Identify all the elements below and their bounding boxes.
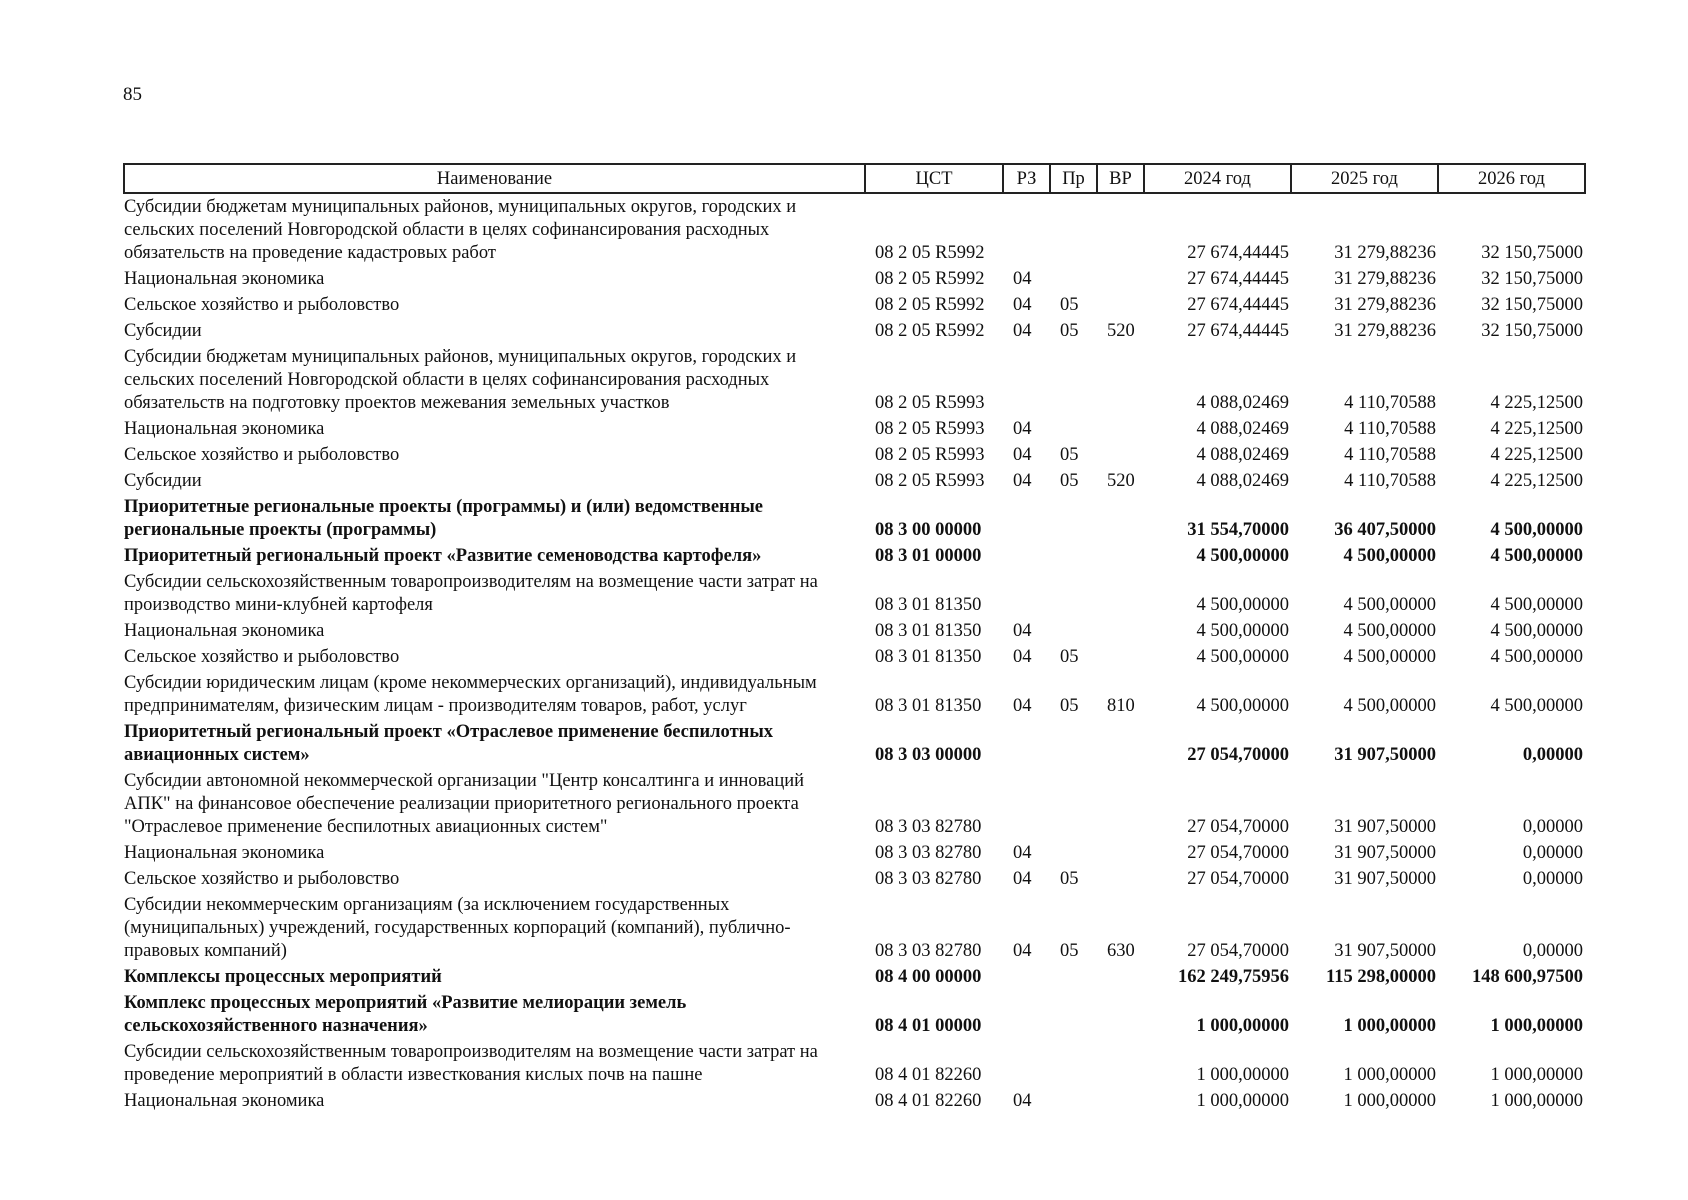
row-pr-cell <box>1050 990 1097 1039</box>
row-vr-cell <box>1097 442 1144 468</box>
row-2026-cell: 4 500,00000 <box>1490 520 1583 540</box>
row-name-cell: Субсидии сельскохозяйственным товаропроизводителям на возмещение части затрат на проведение мероприятий в области известкования кислых почв на пашне <box>124 1042 818 1085</box>
row-2024-cell: 162 249,75956 <box>1178 967 1289 987</box>
row-rz-cell <box>1003 768 1050 840</box>
row-name-cell: Национальная экономика <box>124 269 325 289</box>
table-row <box>124 719 1585 768</box>
row-vr-cell <box>1097 266 1144 292</box>
row-vr-cell: 630 <box>1107 941 1135 961</box>
row-2025-cell: 4 110,70588 <box>1344 471 1436 491</box>
row-2024-cell: 4 500,00000 <box>1196 647 1289 667</box>
table-row <box>124 569 1585 618</box>
row-name-cell: Субсидии бюджетам муниципальных районов, муниципальных округов, городских и сельских поселений Новгородской области в целях софинансирования расходных обязательств на подготовку проектов межевания земельных участков <box>124 347 797 413</box>
row-2025-cell: 1 000,00000 <box>1343 1091 1436 1111</box>
row-rz-cell: 04 <box>1013 696 1032 716</box>
table-row <box>124 644 1585 670</box>
row-2024-cell: 4 500,00000 <box>1196 546 1289 566</box>
row-vr-cell <box>1097 618 1144 644</box>
row-rz-cell: 04 <box>1013 295 1032 315</box>
row-cst-cell: 08 4 01 82260 <box>875 1065 982 1085</box>
row-cst-cell: 08 4 01 82260 <box>875 1091 982 1111</box>
row-pr-cell <box>1050 618 1097 644</box>
row-2024-cell: 4 088,02469 <box>1196 419 1289 439</box>
row-2026-cell: 0,00000 <box>1522 869 1583 889</box>
row-2026-cell: 32 150,75000 <box>1481 295 1583 315</box>
row-cst-cell: 08 3 03 82780 <box>875 817 982 837</box>
row-2025-cell: 31 907,50000 <box>1334 817 1436 837</box>
row-pr-cell: 05 <box>1060 647 1079 667</box>
table-row <box>124 494 1585 543</box>
row-rz-cell: 04 <box>1013 445 1032 465</box>
row-rz-cell <box>1003 543 1050 569</box>
row-2024-cell: 4 500,00000 <box>1196 696 1289 716</box>
row-vr-cell <box>1097 964 1144 990</box>
row-rz-cell <box>1003 1039 1050 1088</box>
row-2026-cell: 1 000,00000 <box>1490 1016 1583 1036</box>
row-vr-cell <box>1097 840 1144 866</box>
row-vr-cell <box>1097 569 1144 618</box>
row-2025-cell: 31 279,88236 <box>1334 321 1436 341</box>
row-name-cell: Национальная экономика <box>124 1091 325 1111</box>
row-2025-cell: 115 298,00000 <box>1326 967 1436 987</box>
row-2025-cell: 4 500,00000 <box>1343 647 1436 667</box>
row-rz-cell: 04 <box>1013 1091 1032 1111</box>
row-name-cell: Субсидии <box>124 321 202 341</box>
row-name-cell: Сельское хозяйство и рыболовство <box>124 869 400 889</box>
row-pr-cell <box>1050 964 1097 990</box>
row-2026-cell: 4 500,00000 <box>1490 595 1583 615</box>
table-body <box>124 193 1585 1114</box>
row-2025-cell: 31 907,50000 <box>1334 843 1436 863</box>
table-row <box>124 442 1585 468</box>
row-2024-cell: 27 054,70000 <box>1187 869 1289 889</box>
row-name-cell: Субсидии юридическим лицам (кроме некоммерческих организаций), индивидуальным предпринимателям, физическим лицам - производителям товаров, работ, услуг <box>124 673 817 716</box>
row-2026-cell: 32 150,75000 <box>1481 243 1583 263</box>
row-2025-cell: 1 000,00000 <box>1343 1065 1436 1085</box>
header-vr: ВР <box>1097 164 1144 193</box>
header-cst: ЦСТ <box>865 164 1003 193</box>
table-row <box>124 344 1585 416</box>
row-vr-cell <box>1097 344 1144 416</box>
row-2024-cell: 4 088,02469 <box>1196 445 1289 465</box>
row-vr-cell <box>1097 866 1144 892</box>
row-cst-cell: 08 2 05 R5993 <box>875 393 985 413</box>
row-name-cell: Субсидии сельскохозяйственным товаропроизводителям на возмещение части затрат на производство мини-клубней картофеля <box>124 572 818 615</box>
row-pr-cell <box>1050 569 1097 618</box>
table-header <box>124 164 1585 193</box>
row-name-cell: Субсидии некоммерческим организациям (за исключением государственных (муниципальных) учреждений, государственных корпораций (компаний), публично-правовых компаний) <box>124 895 791 961</box>
row-vr-cell: 520 <box>1107 471 1135 491</box>
row-cst-cell: 08 3 03 00000 <box>875 745 982 765</box>
header-pr: Пр <box>1050 164 1097 193</box>
row-2024-cell: 27 674,44445 <box>1187 269 1289 289</box>
row-name-cell: Субсидии автономной некоммерческой организации "Центр консалтинга и инноваций АПК" на финансовое обеспечение реализации приоритетного регионального проекта "Отраслевое применение беспилотных авиационных систем" <box>124 771 805 837</box>
row-pr-cell: 05 <box>1060 295 1079 315</box>
row-2026-cell: 4 225,12500 <box>1490 471 1583 491</box>
row-vr-cell <box>1097 1088 1144 1114</box>
row-cst-cell: 08 4 00 00000 <box>875 967 982 987</box>
header-2025: 2025 год <box>1291 164 1438 193</box>
row-rz-cell <box>1003 494 1050 543</box>
row-2024-cell: 27 674,44445 <box>1187 321 1289 341</box>
row-2024-cell: 1 000,00000 <box>1196 1065 1289 1085</box>
row-pr-cell <box>1050 494 1097 543</box>
page-number: 85 <box>123 84 142 105</box>
row-vr-cell <box>1097 494 1144 543</box>
table-row <box>124 670 1585 719</box>
row-pr-cell <box>1050 840 1097 866</box>
row-2026-cell: 4 500,00000 <box>1490 621 1583 641</box>
header-rz: РЗ <box>1003 164 1050 193</box>
table-row <box>124 840 1585 866</box>
table-row <box>124 266 1585 292</box>
table-row <box>124 618 1585 644</box>
row-cst-cell: 08 3 03 82780 <box>875 843 982 863</box>
table-row <box>124 964 1585 990</box>
row-rz-cell <box>1003 719 1050 768</box>
row-cst-cell: 08 2 05 R5992 <box>875 321 985 341</box>
row-vr-cell <box>1097 193 1144 266</box>
row-pr-cell <box>1050 344 1097 416</box>
table-row <box>124 318 1585 344</box>
row-rz-cell <box>1003 990 1050 1039</box>
row-2026-cell: 4 500,00000 <box>1490 546 1583 566</box>
row-rz-cell: 04 <box>1013 471 1032 491</box>
row-2026-cell: 4 500,00000 <box>1490 647 1583 667</box>
header-2026: 2026 год <box>1438 164 1585 193</box>
row-2025-cell: 4 110,70588 <box>1344 393 1436 413</box>
budget-table <box>123 163 1586 1114</box>
row-cst-cell: 08 2 05 R5992 <box>875 269 985 289</box>
row-2024-cell: 4 088,02469 <box>1196 471 1289 491</box>
row-2025-cell: 4 500,00000 <box>1343 621 1436 641</box>
row-name-cell: Приоритетный региональный проект «Развитие семеноводства картофеля» <box>124 546 762 566</box>
row-rz-cell: 04 <box>1013 321 1032 341</box>
table-row <box>124 866 1585 892</box>
table-row <box>124 292 1585 318</box>
row-2024-cell: 27 054,70000 <box>1187 817 1289 837</box>
row-2026-cell: 4 225,12500 <box>1490 419 1583 439</box>
row-2026-cell: 32 150,75000 <box>1481 269 1583 289</box>
row-2025-cell: 36 407,50000 <box>1334 520 1436 540</box>
row-cst-cell: 08 2 05 R5993 <box>875 419 985 439</box>
row-name-cell: Комплексы процессных мероприятий <box>124 967 442 987</box>
row-2026-cell: 148 600,97500 <box>1472 967 1583 987</box>
row-rz-cell: 04 <box>1013 843 1032 863</box>
row-rz-cell <box>1003 964 1050 990</box>
row-vr-cell: 810 <box>1107 696 1135 716</box>
row-2025-cell: 4 110,70588 <box>1344 445 1436 465</box>
row-2025-cell: 31 907,50000 <box>1334 869 1436 889</box>
row-2025-cell: 1 000,00000 <box>1343 1016 1436 1036</box>
row-pr-cell: 05 <box>1060 869 1079 889</box>
row-cst-cell: 08 4 01 00000 <box>875 1016 982 1036</box>
row-2025-cell: 31 907,50000 <box>1334 745 1436 765</box>
row-2025-cell: 31 907,50000 <box>1334 941 1436 961</box>
row-cst-cell: 08 3 01 00000 <box>875 546 982 566</box>
row-2024-cell: 4 500,00000 <box>1196 621 1289 641</box>
row-pr-cell: 05 <box>1060 445 1079 465</box>
row-name-cell: Субсидии <box>124 471 202 491</box>
row-rz-cell <box>1003 193 1050 266</box>
row-2024-cell: 4 088,02469 <box>1196 393 1289 413</box>
row-2025-cell: 4 110,70588 <box>1344 419 1436 439</box>
row-rz-cell: 04 <box>1013 419 1032 439</box>
row-2025-cell: 4 500,00000 <box>1343 696 1436 716</box>
header-2024: 2024 год <box>1144 164 1291 193</box>
row-2026-cell: 4 225,12500 <box>1490 393 1583 413</box>
table-row <box>124 768 1585 840</box>
row-2025-cell: 31 279,88236 <box>1334 269 1436 289</box>
row-pr-cell <box>1050 193 1097 266</box>
row-vr-cell <box>1097 719 1144 768</box>
row-2026-cell: 1 000,00000 <box>1490 1065 1583 1085</box>
table-row <box>124 990 1585 1039</box>
row-name-cell: Сельское хозяйство и рыболовство <box>124 295 400 315</box>
row-cst-cell: 08 3 00 00000 <box>875 520 982 540</box>
table-row <box>124 468 1585 494</box>
row-2025-cell: 4 500,00000 <box>1343 595 1436 615</box>
row-pr-cell <box>1050 719 1097 768</box>
row-cst-cell: 08 3 01 81350 <box>875 696 982 716</box>
row-rz-cell <box>1003 344 1050 416</box>
row-rz-cell: 04 <box>1013 269 1032 289</box>
row-cst-cell: 08 3 03 82780 <box>875 941 982 961</box>
table-row <box>124 416 1585 442</box>
row-2026-cell: 32 150,75000 <box>1481 321 1583 341</box>
row-cst-cell: 08 3 03 82780 <box>875 869 982 889</box>
row-2026-cell: 0,00000 <box>1522 941 1583 961</box>
row-name-cell: Сельское хозяйство и рыболовство <box>124 445 400 465</box>
row-2024-cell: 27 674,44445 <box>1187 295 1289 315</box>
row-vr-cell <box>1097 416 1144 442</box>
row-vr-cell <box>1097 1039 1144 1088</box>
row-name-cell: Национальная экономика <box>124 419 325 439</box>
row-vr-cell <box>1097 768 1144 840</box>
row-name-cell: Сельское хозяйство и рыболовство <box>124 647 400 667</box>
row-rz-cell: 04 <box>1013 869 1032 889</box>
row-pr-cell: 05 <box>1060 321 1079 341</box>
row-cst-cell: 08 2 05 R5992 <box>875 243 985 263</box>
row-cst-cell: 08 2 05 R5992 <box>875 295 985 315</box>
row-2024-cell: 1 000,00000 <box>1196 1091 1289 1111</box>
row-2025-cell: 31 279,88236 <box>1334 295 1436 315</box>
row-2026-cell: 4 500,00000 <box>1490 696 1583 716</box>
row-pr-cell <box>1050 266 1097 292</box>
row-2024-cell: 31 554,70000 <box>1187 520 1289 540</box>
row-vr-cell: 520 <box>1107 321 1135 341</box>
row-vr-cell <box>1097 543 1144 569</box>
row-2024-cell: 1 000,00000 <box>1196 1016 1289 1036</box>
table-row <box>124 1088 1585 1114</box>
row-vr-cell <box>1097 292 1144 318</box>
row-rz-cell: 04 <box>1013 647 1032 667</box>
row-2025-cell: 31 279,88236 <box>1334 243 1436 263</box>
header-row <box>124 164 1585 193</box>
row-rz-cell <box>1003 569 1050 618</box>
row-2026-cell: 0,00000 <box>1522 745 1583 765</box>
row-pr-cell: 05 <box>1060 941 1079 961</box>
row-vr-cell <box>1097 990 1144 1039</box>
row-pr-cell <box>1050 416 1097 442</box>
table-row <box>124 543 1585 569</box>
row-name-cell: Приоритетные региональные проекты (программы) и (или) ведомственные региональные проекты (программы) <box>124 497 764 540</box>
table-row <box>124 1039 1585 1088</box>
table-row <box>124 892 1585 964</box>
row-2024-cell: 4 500,00000 <box>1196 595 1289 615</box>
row-rz-cell: 04 <box>1013 941 1032 961</box>
table-row <box>124 193 1585 266</box>
row-2024-cell: 27 054,70000 <box>1187 745 1289 765</box>
row-2026-cell: 0,00000 <box>1522 843 1583 863</box>
row-cst-cell: 08 3 01 81350 <box>875 595 982 615</box>
row-cst-cell: 08 3 01 81350 <box>875 647 982 667</box>
row-2026-cell: 4 225,12500 <box>1490 445 1583 465</box>
row-vr-cell <box>1097 644 1144 670</box>
row-pr-cell <box>1050 543 1097 569</box>
row-cst-cell: 08 2 05 R5993 <box>875 471 985 491</box>
row-2024-cell: 27 054,70000 <box>1187 843 1289 863</box>
row-pr-cell: 05 <box>1060 471 1079 491</box>
row-pr-cell <box>1050 1039 1097 1088</box>
row-pr-cell <box>1050 1088 1097 1114</box>
row-pr-cell: 05 <box>1060 696 1079 716</box>
row-2024-cell: 27 054,70000 <box>1187 941 1289 961</box>
row-rz-cell: 04 <box>1013 621 1032 641</box>
row-name-cell: Национальная экономика <box>124 621 325 641</box>
row-2025-cell: 4 500,00000 <box>1343 546 1436 566</box>
row-name-cell: Национальная экономика <box>124 843 325 863</box>
row-2026-cell: 1 000,00000 <box>1490 1091 1583 1111</box>
header-name: Наименование <box>124 164 865 193</box>
row-name-cell: Приоритетный региональный проект «Отраслевое применение беспилотных авиационных систем» <box>124 722 774 765</box>
row-name-cell: Комплекс процессных мероприятий «Развитие мелиорации земель сельскохозяйственного назначения» <box>124 993 687 1036</box>
row-pr-cell <box>1050 768 1097 840</box>
row-2026-cell: 0,00000 <box>1522 817 1583 837</box>
row-cst-cell: 08 2 05 R5993 <box>875 445 985 465</box>
row-2024-cell: 27 674,44445 <box>1187 243 1289 263</box>
row-cst-cell: 08 3 01 81350 <box>875 621 982 641</box>
row-name-cell: Субсидии бюджетам муниципальных районов, муниципальных округов, городских и сельских поселений Новгородской области в целях софинансирования расходных обязательств на проведение кадастровых работ <box>124 197 797 263</box>
